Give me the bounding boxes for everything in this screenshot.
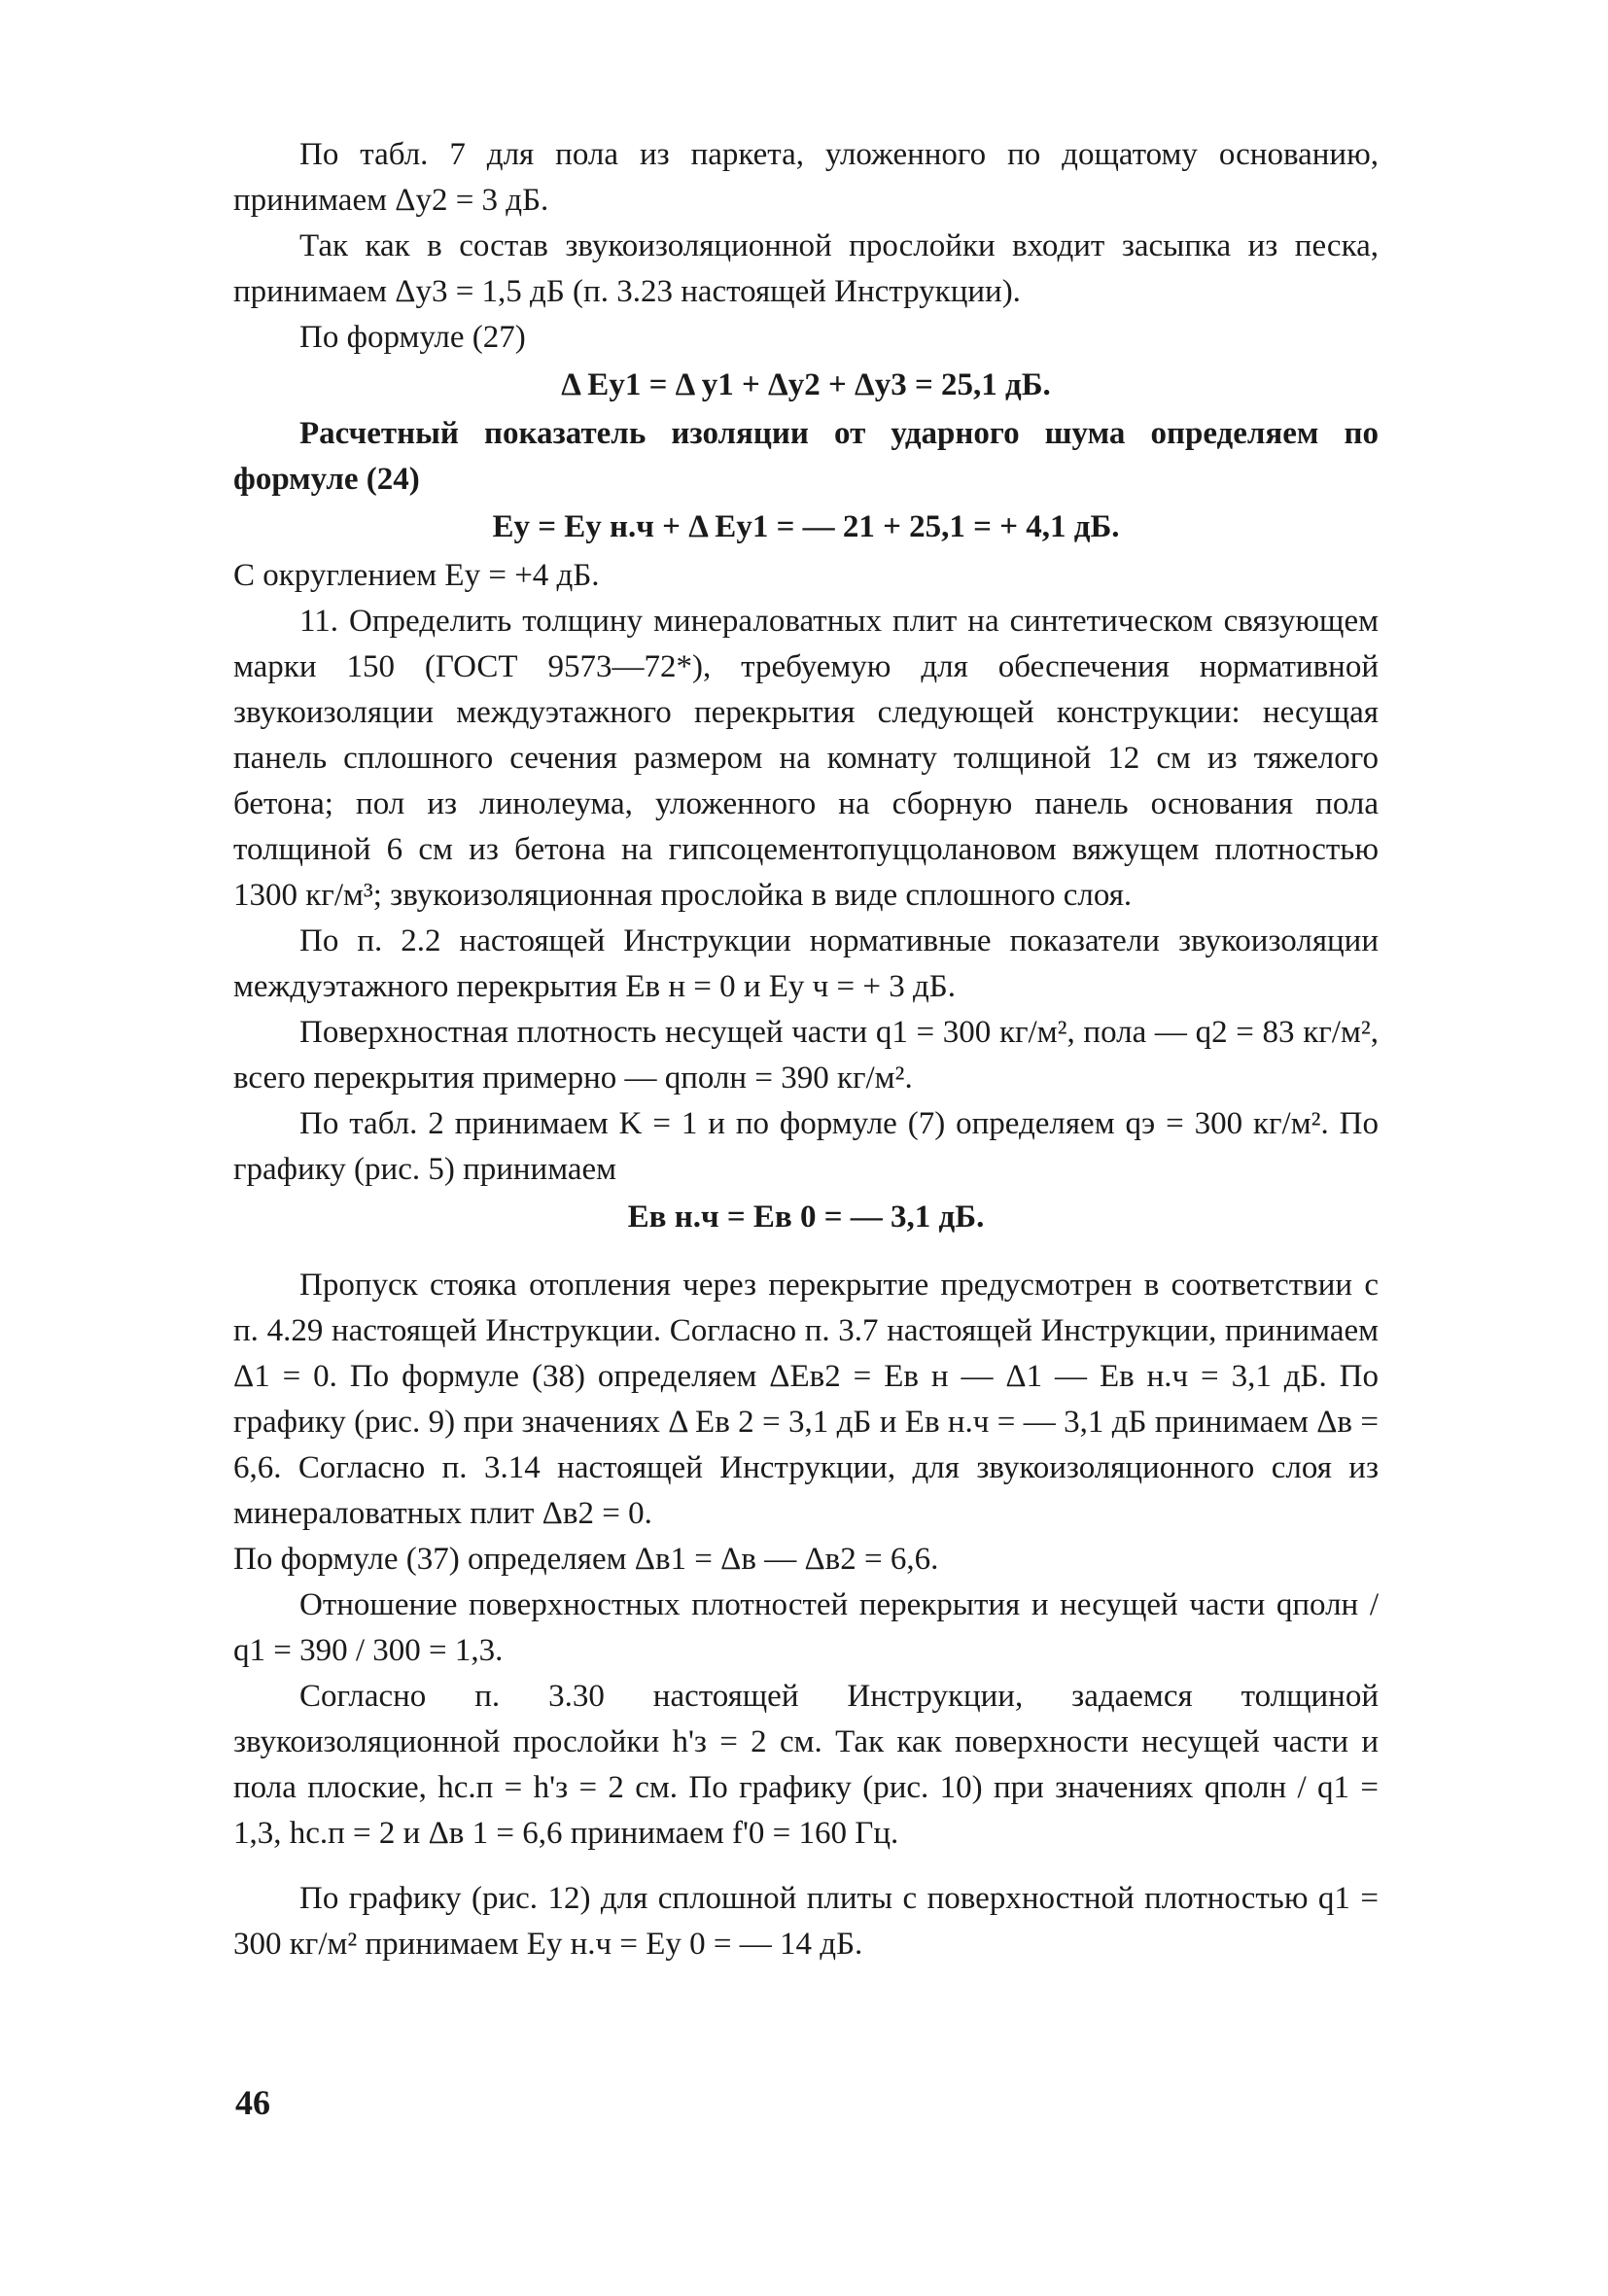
paragraph-10: Пропуск стояка отопления через перекрытие предусмотрен в соответствии с п. 4.29 настоящей Инструкции. Согласно п. 3.7 настоящей Инструкции, принимаем Δ1 = 0. По формуле (38) определяем ΔЕв2 = Ев н — Δ1 — Ев н.ч = 3,1 дБ. По графику (рис. 9) при значениях Δ Ев 2 = 3,1 дБ и Ев н.ч = — 3,1 дБ принимаем Δв = 6,6. Согласно п. 3.14 настоящей Инструкции, для звукоизоляционного слоя из минераловатных плит Δв2 = 0. — [233, 1268, 1379, 1531]
paragraph-13: Согласно п. 3.30 настоящей Инструкции, задаемся толщиной звукоизоляционной прослойки h'з = 2 см. Так как поверхности несущей части и пола плоские, hс.п = h'з = 2 см. По графику (рис. 10) при значениях qполн / q1 = 1,3, hс.п = 2 и Δв 1 = 6,6 принимаем f'0 = 160 Гц. — [233, 1679, 1379, 1851]
page-body — [233, 132, 1379, 1967]
paragraph-11: По формуле (37) определяем Δв1 = Δв — Δв2 = 6,6. — [233, 1542, 939, 1577]
paragraph-12: Отношение поверхностных плотностей перекрытия и несущей части qполн / q1 = 390 / 300 = 1,3. — [233, 1587, 1379, 1668]
paragraph-14: По графику (рис. 12) для сплошной плиты с поверхностной плотностью q1 = 300 кг/м² принимаем Еу н.ч = Еу 0 = — 14 дБ. — [233, 1881, 1379, 1962]
formula-27: Δ Еу1 = Δ у1 + Δу2 + Δу3 = 25,1 дБ. — [561, 367, 1051, 402]
paragraph-3: По формуле (27) — [299, 320, 526, 355]
formula-24: Еу = Еу н.ч + Δ Еу1 = — 21 + 25,1 = + 4,1 дБ. — [492, 509, 1120, 544]
formula-ev-nch: Ев н.ч = Ев 0 = — 3,1 дБ. — [627, 1200, 985, 1235]
paragraph-9: По табл. 2 принимаем K = 1 и по формуле (7) определяем qэ = 300 кг/м². По графику (рис. 5) принимаем — [233, 1106, 1379, 1187]
paragraph-1: По табл. 7 для пола из паркета, уложенного по дощатому основанию, принимаем Δу2 = 3 дБ. — [233, 137, 1379, 218]
paragraph-5: С округлением Еу = +4 дБ. — [233, 558, 600, 593]
problem-11-statement: 11. Определить толщину минераловатных плит на синтетическом связующем марки 150 (ГОСТ 9573—72*), требуемую для обеспечения нормативной звукоизоляции междуэтажного перекрытия следующей конструкции: несущая панель сплошного сечения размером на комнату толщиной 12 см из тяжелого бетона; пол из линолеума, уложенного на сборную панель основания пола толщиной 6 см из бетона на гипсоцементопуццолановом вяжущем плотностью 1300 кг/м³; звукоизоляционная прослойка в виде сплошного слоя. — [233, 604, 1379, 913]
paragraph-2: Так как в состав звукоизоляционной прослойки входит засыпка из песка, принимаем Δу3 = 1,5 дБ (п. 3.23 настоящей Инструкции). — [233, 228, 1379, 309]
page-number: 46 — [235, 2083, 270, 2122]
paragraph-8: Поверхностная плотность несущей части q1 = 300 кг/м², пола — q2 = 83 кг/м², всего перекрытия примерно — qполн = 390 кг/м². — [233, 1015, 1379, 1096]
paragraph-7: По п. 2.2 настоящей Инструкции нормативные показатели звукоизоляции междуэтажного перекрытия Ев н = 0 и Еу ч = + 3 дБ. — [233, 923, 1379, 1004]
paragraph-4: Расчетный показатель изоляции от ударного шума определяем по формуле (24) — [233, 416, 1379, 497]
